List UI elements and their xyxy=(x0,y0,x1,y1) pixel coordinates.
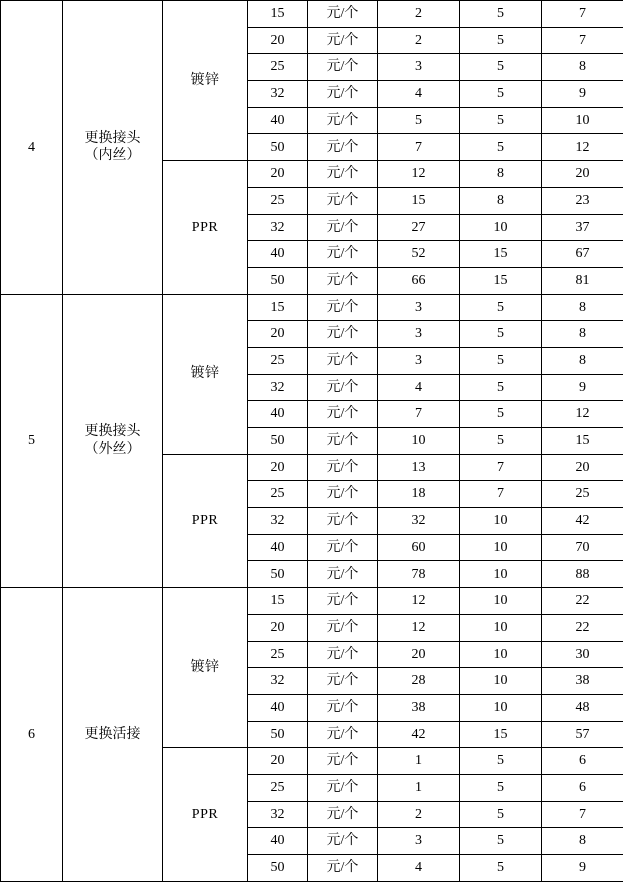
material-fee-cell: 5 xyxy=(460,81,542,108)
unit-cell: 元/个 xyxy=(308,588,378,615)
total-fee-cell: 8 xyxy=(542,828,623,855)
total-fee-cell: 37 xyxy=(542,214,623,241)
spec-cell: 50 xyxy=(248,134,308,161)
labor-fee-cell: 78 xyxy=(378,561,460,588)
table-row xyxy=(1,588,623,615)
spec-cell: 25 xyxy=(248,54,308,81)
spec-cell: 40 xyxy=(248,107,308,134)
labor-fee-cell: 2 xyxy=(378,27,460,54)
total-fee-cell: 7 xyxy=(542,27,623,54)
labor-fee-cell: 3 xyxy=(378,828,460,855)
unit-cell: 元/个 xyxy=(308,187,378,214)
unit-cell: 元/个 xyxy=(308,294,378,321)
material-cell: 镀锌 xyxy=(163,1,248,161)
spec-cell: 25 xyxy=(248,774,308,801)
material-fee-cell: 5 xyxy=(460,134,542,161)
spec-cell: 32 xyxy=(248,81,308,108)
spec-cell: 32 xyxy=(248,801,308,828)
material-fee-cell: 10 xyxy=(460,214,542,241)
labor-fee-cell: 66 xyxy=(378,267,460,294)
total-fee-cell: 12 xyxy=(542,401,623,428)
labor-fee-cell: 52 xyxy=(378,241,460,268)
labor-fee-cell: 20 xyxy=(378,641,460,668)
labor-fee-cell: 28 xyxy=(378,668,460,695)
material-fee-cell: 5 xyxy=(460,748,542,775)
material-cell: PPR xyxy=(163,748,248,881)
unit-cell: 元/个 xyxy=(308,694,378,721)
unit-cell: 元/个 xyxy=(308,161,378,188)
labor-fee-cell: 1 xyxy=(378,774,460,801)
item-name-line: 更换接头 xyxy=(63,130,162,148)
spec-cell: 50 xyxy=(248,721,308,748)
unit-cell: 元/个 xyxy=(308,561,378,588)
labor-fee-cell: 42 xyxy=(378,721,460,748)
total-fee-cell: 6 xyxy=(542,774,623,801)
spec-cell: 32 xyxy=(248,214,308,241)
spec-cell: 25 xyxy=(248,347,308,374)
total-fee-cell: 8 xyxy=(542,54,623,81)
labor-fee-cell: 4 xyxy=(378,855,460,882)
material-fee-cell: 5 xyxy=(460,321,542,348)
labor-fee-cell: 3 xyxy=(378,294,460,321)
material-fee-cell: 5 xyxy=(460,1,542,28)
labor-fee-cell: 32 xyxy=(378,508,460,535)
labor-fee-cell: 13 xyxy=(378,454,460,481)
labor-fee-cell: 5 xyxy=(378,107,460,134)
labor-fee-cell: 12 xyxy=(378,161,460,188)
total-fee-cell: 23 xyxy=(542,187,623,214)
material-cell: 镀锌 xyxy=(163,588,248,748)
material-fee-cell: 7 xyxy=(460,481,542,508)
material-cell: PPR xyxy=(163,454,248,587)
unit-cell: 元/个 xyxy=(308,748,378,775)
total-fee-cell: 9 xyxy=(542,374,623,401)
labor-fee-cell: 4 xyxy=(378,81,460,108)
unit-cell: 元/个 xyxy=(308,81,378,108)
total-fee-cell: 42 xyxy=(542,508,623,535)
unit-cell: 元/个 xyxy=(308,721,378,748)
total-fee-cell: 10 xyxy=(542,107,623,134)
spec-cell: 20 xyxy=(248,614,308,641)
unit-cell: 元/个 xyxy=(308,27,378,54)
material-fee-cell: 10 xyxy=(460,588,542,615)
spec-cell: 40 xyxy=(248,241,308,268)
unit-cell: 元/个 xyxy=(308,267,378,294)
total-fee-cell: 7 xyxy=(542,801,623,828)
total-fee-cell: 48 xyxy=(542,694,623,721)
spec-cell: 50 xyxy=(248,267,308,294)
spec-cell: 15 xyxy=(248,588,308,615)
material-fee-cell: 5 xyxy=(460,374,542,401)
spec-cell: 20 xyxy=(248,27,308,54)
spec-cell: 40 xyxy=(248,534,308,561)
total-fee-cell: 6 xyxy=(542,748,623,775)
unit-cell: 元/个 xyxy=(308,534,378,561)
spec-cell: 32 xyxy=(248,668,308,695)
item-name-line: （外丝） xyxy=(63,441,162,459)
spec-cell: 15 xyxy=(248,1,308,28)
unit-cell: 元/个 xyxy=(308,374,378,401)
total-fee-cell: 81 xyxy=(542,267,623,294)
row-number-cell: 4 xyxy=(1,1,63,295)
item-name-cell xyxy=(63,1,163,295)
total-fee-cell: 88 xyxy=(542,561,623,588)
unit-cell: 元/个 xyxy=(308,214,378,241)
spec-cell: 20 xyxy=(248,321,308,348)
unit-cell: 元/个 xyxy=(308,614,378,641)
unit-cell: 元/个 xyxy=(308,801,378,828)
unit-cell: 元/个 xyxy=(308,668,378,695)
material-fee-cell: 5 xyxy=(460,294,542,321)
total-fee-cell: 70 xyxy=(542,534,623,561)
spec-cell: 50 xyxy=(248,855,308,882)
total-fee-cell: 57 xyxy=(542,721,623,748)
material-fee-cell: 5 xyxy=(460,54,542,81)
total-fee-cell: 20 xyxy=(542,161,623,188)
unit-cell: 元/个 xyxy=(308,454,378,481)
spec-cell: 15 xyxy=(248,294,308,321)
labor-fee-cell: 2 xyxy=(378,801,460,828)
total-fee-cell: 38 xyxy=(542,668,623,695)
total-fee-cell: 7 xyxy=(542,1,623,28)
total-fee-cell: 9 xyxy=(542,81,623,108)
unit-cell: 元/个 xyxy=(308,54,378,81)
spec-cell: 25 xyxy=(248,481,308,508)
total-fee-cell: 20 xyxy=(542,454,623,481)
material-fee-cell: 10 xyxy=(460,641,542,668)
material-fee-cell: 10 xyxy=(460,614,542,641)
total-fee-cell: 15 xyxy=(542,428,623,455)
material-fee-cell: 5 xyxy=(460,774,542,801)
unit-cell: 元/个 xyxy=(308,828,378,855)
labor-fee-cell: 1 xyxy=(378,748,460,775)
material-fee-cell: 10 xyxy=(460,534,542,561)
spec-cell: 25 xyxy=(248,641,308,668)
labor-fee-cell: 38 xyxy=(378,694,460,721)
table-row xyxy=(1,294,623,321)
table-body xyxy=(1,1,623,882)
labor-fee-cell: 7 xyxy=(378,401,460,428)
material-fee-cell: 5 xyxy=(460,27,542,54)
labor-fee-cell: 3 xyxy=(378,54,460,81)
material-fee-cell: 5 xyxy=(460,855,542,882)
labor-fee-cell: 12 xyxy=(378,614,460,641)
total-fee-cell: 22 xyxy=(542,614,623,641)
material-fee-cell: 7 xyxy=(460,454,542,481)
material-fee-cell: 5 xyxy=(460,347,542,374)
unit-cell: 元/个 xyxy=(308,855,378,882)
labor-fee-cell: 12 xyxy=(378,588,460,615)
unit-cell: 元/个 xyxy=(308,321,378,348)
spec-cell: 20 xyxy=(248,748,308,775)
labor-fee-cell: 3 xyxy=(378,321,460,348)
unit-cell: 元/个 xyxy=(308,401,378,428)
material-fee-cell: 10 xyxy=(460,668,542,695)
material-fee-cell: 5 xyxy=(460,828,542,855)
unit-cell: 元/个 xyxy=(308,107,378,134)
material-cell: 镀锌 xyxy=(163,294,248,454)
material-fee-cell: 5 xyxy=(460,428,542,455)
spec-cell: 32 xyxy=(248,374,308,401)
item-name-line: 更换活接 xyxy=(63,726,162,744)
unit-cell: 元/个 xyxy=(308,134,378,161)
spec-cell: 20 xyxy=(248,454,308,481)
material-fee-cell: 8 xyxy=(460,187,542,214)
labor-fee-cell: 15 xyxy=(378,187,460,214)
item-name-line: 更换接头 xyxy=(63,423,162,441)
total-fee-cell: 22 xyxy=(542,588,623,615)
spec-cell: 50 xyxy=(248,428,308,455)
labor-fee-cell: 4 xyxy=(378,374,460,401)
labor-fee-cell: 10 xyxy=(378,428,460,455)
material-fee-cell: 5 xyxy=(460,801,542,828)
item-name-cell xyxy=(63,588,163,882)
total-fee-cell: 8 xyxy=(542,321,623,348)
unit-cell: 元/个 xyxy=(308,481,378,508)
material-fee-cell: 10 xyxy=(460,508,542,535)
item-name-cell xyxy=(63,294,163,588)
spec-cell: 40 xyxy=(248,694,308,721)
row-number-cell: 5 xyxy=(1,294,63,588)
material-fee-cell: 10 xyxy=(460,561,542,588)
spec-cell: 40 xyxy=(248,828,308,855)
material-fee-cell: 15 xyxy=(460,267,542,294)
spec-cell: 50 xyxy=(248,561,308,588)
labor-fee-cell: 3 xyxy=(378,347,460,374)
material-fee-cell: 8 xyxy=(460,161,542,188)
unit-cell: 元/个 xyxy=(308,241,378,268)
spec-cell: 32 xyxy=(248,508,308,535)
unit-cell: 元/个 xyxy=(308,347,378,374)
material-fee-cell: 15 xyxy=(460,721,542,748)
material-fee-cell: 10 xyxy=(460,694,542,721)
material-cell: PPR xyxy=(163,161,248,294)
unit-cell: 元/个 xyxy=(308,774,378,801)
labor-fee-cell: 27 xyxy=(378,214,460,241)
total-fee-cell: 8 xyxy=(542,347,623,374)
item-name-line: （内丝） xyxy=(63,147,162,165)
labor-fee-cell: 18 xyxy=(378,481,460,508)
total-fee-cell: 30 xyxy=(542,641,623,668)
unit-cell: 元/个 xyxy=(308,508,378,535)
row-number-cell: 6 xyxy=(1,588,63,882)
table-row xyxy=(1,1,623,28)
labor-fee-cell: 7 xyxy=(378,134,460,161)
total-fee-cell: 8 xyxy=(542,294,623,321)
total-fee-cell: 9 xyxy=(542,855,623,882)
spec-cell: 20 xyxy=(248,161,308,188)
material-fee-cell: 15 xyxy=(460,241,542,268)
total-fee-cell: 67 xyxy=(542,241,623,268)
labor-fee-cell: 60 xyxy=(378,534,460,561)
total-fee-cell: 12 xyxy=(542,134,623,161)
total-fee-cell: 25 xyxy=(542,481,623,508)
spec-cell: 25 xyxy=(248,187,308,214)
unit-cell: 元/个 xyxy=(308,641,378,668)
unit-cell: 元/个 xyxy=(308,1,378,28)
labor-fee-cell: 2 xyxy=(378,1,460,28)
material-fee-cell: 5 xyxy=(460,107,542,134)
spec-cell: 40 xyxy=(248,401,308,428)
unit-cell: 元/个 xyxy=(308,428,378,455)
material-fee-cell: 5 xyxy=(460,401,542,428)
